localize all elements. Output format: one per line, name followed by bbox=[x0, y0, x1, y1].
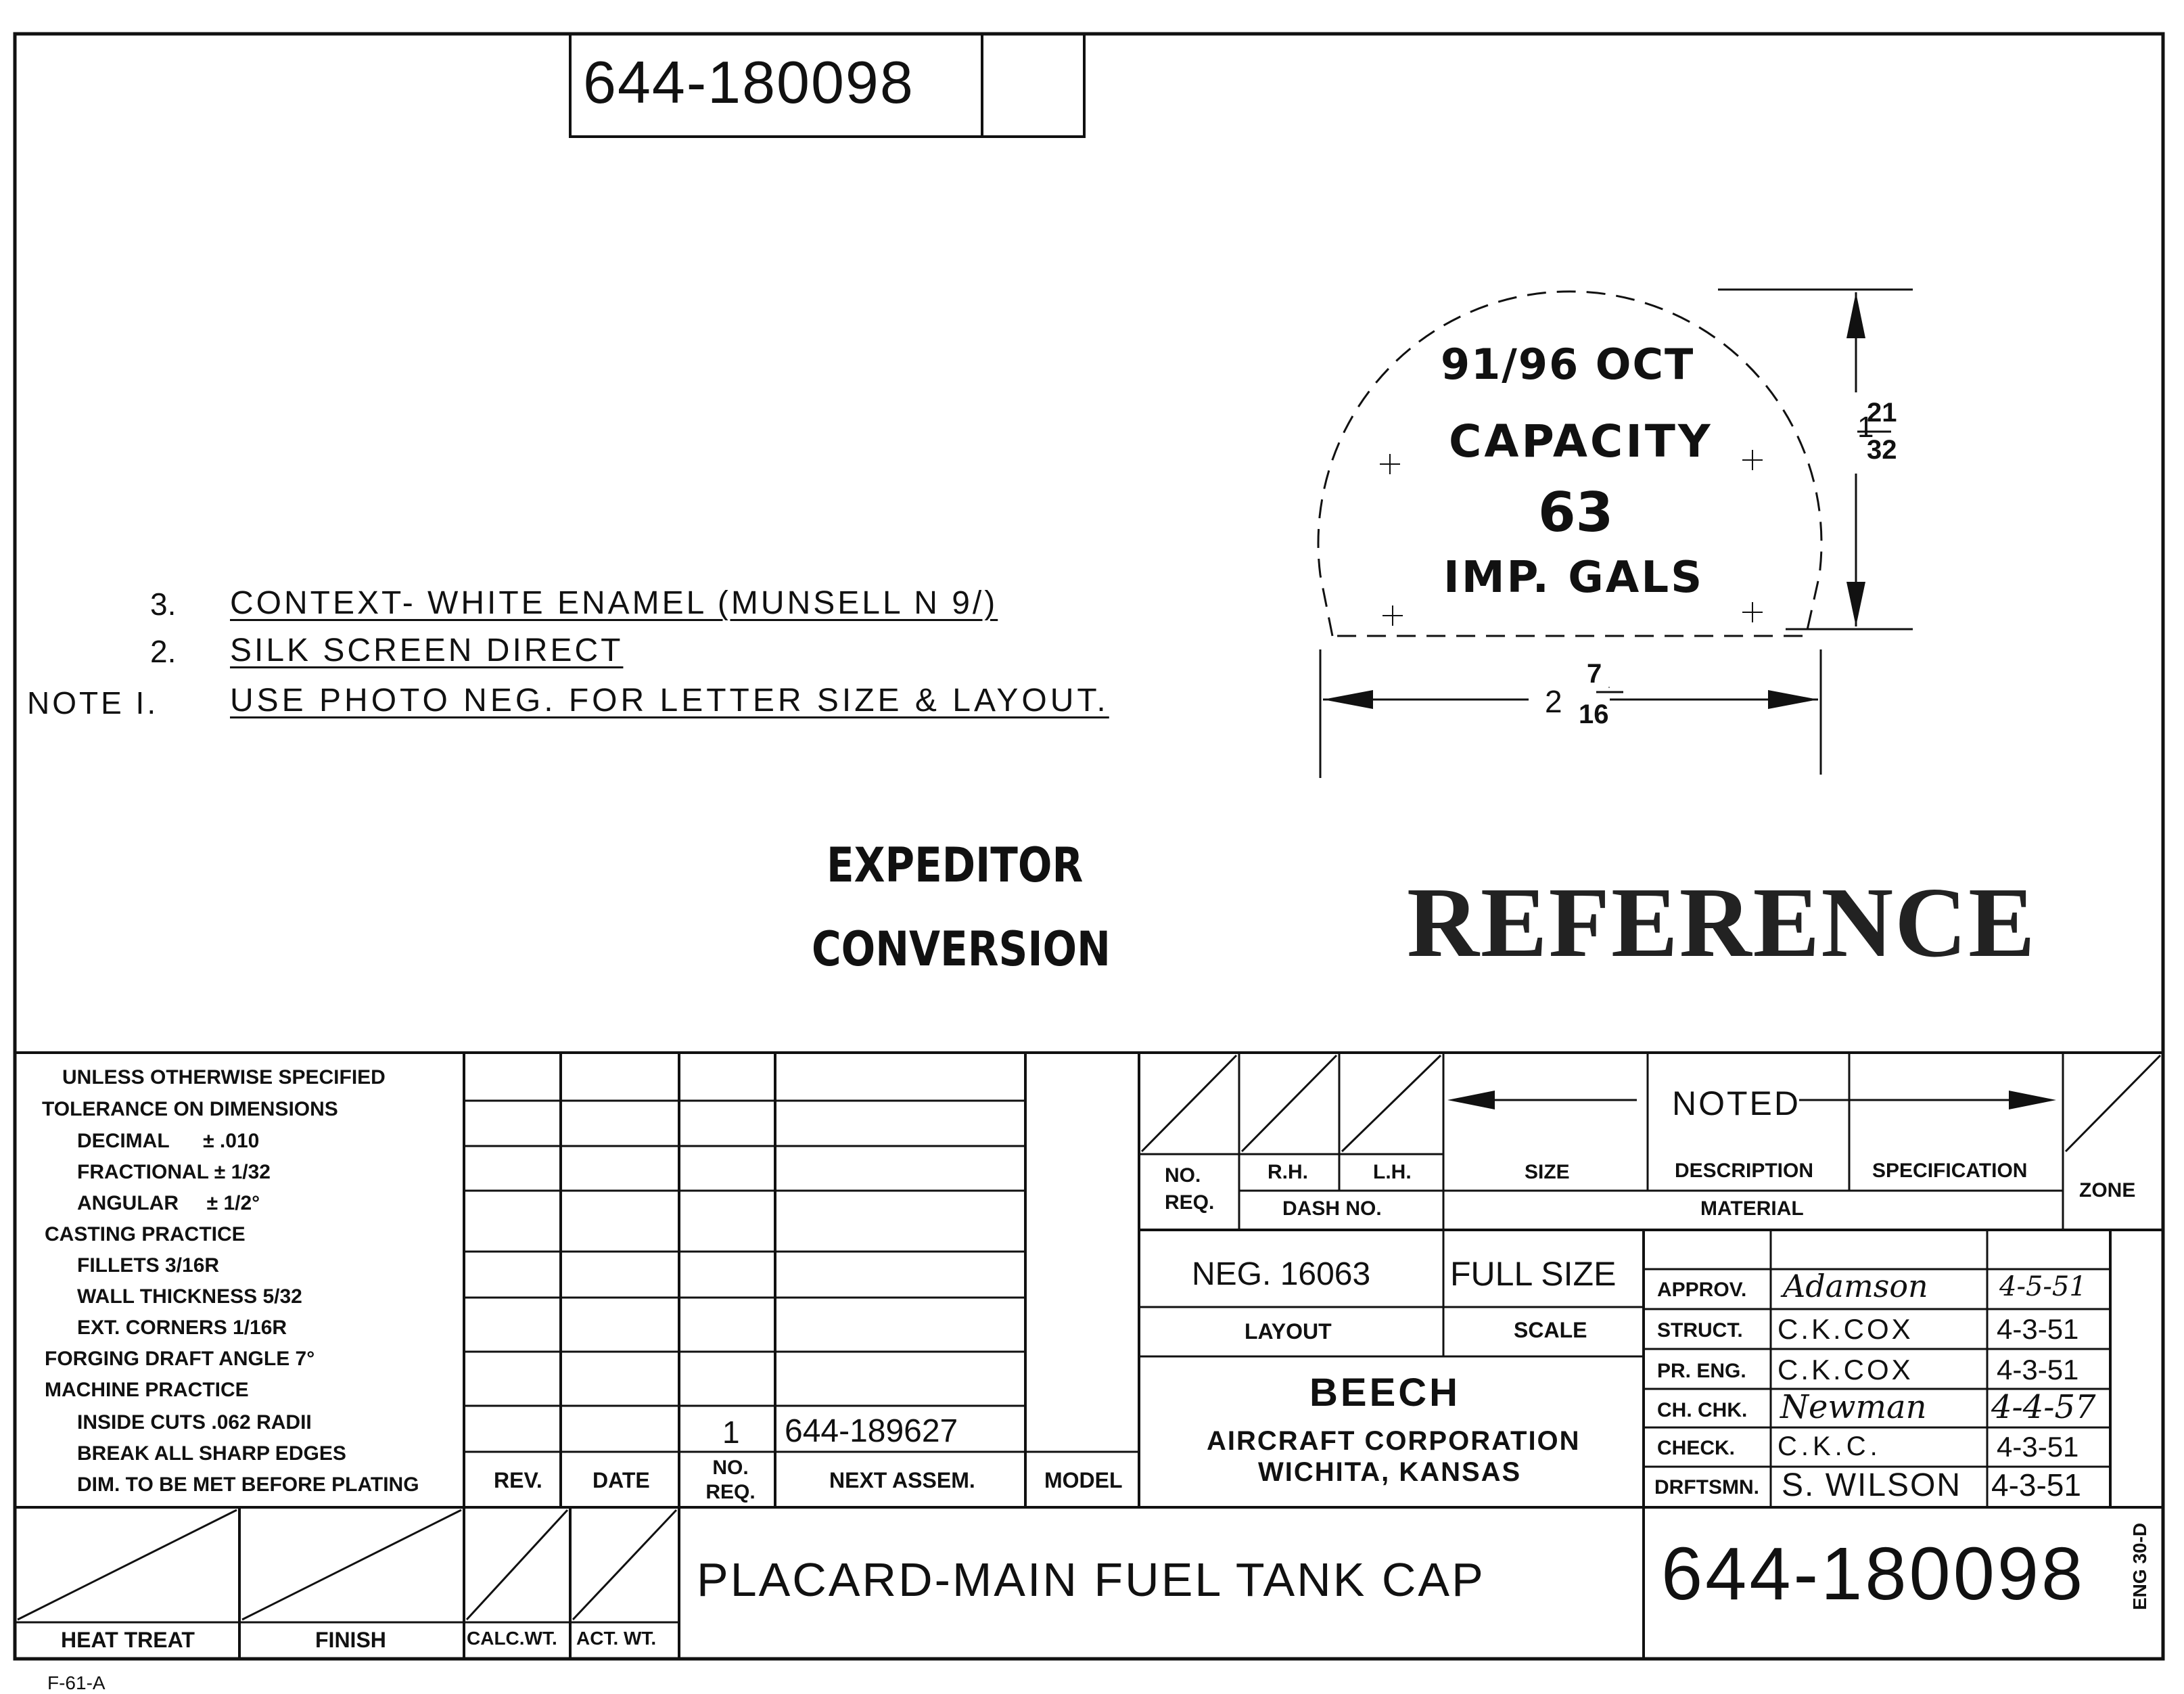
tolerance-line: MACHINE PRACTICE bbox=[45, 1379, 249, 1401]
reference-stamp: REFERENCE bbox=[1407, 867, 2037, 978]
next-assem-qty: 1 bbox=[722, 1415, 740, 1450]
tolerance-line: ANGULAR ± 1/2° bbox=[77, 1192, 260, 1214]
tolerance-line: INSIDE CUTS .062 RADII bbox=[77, 1411, 312, 1434]
margin-code: ENG 30-D bbox=[2129, 1522, 2150, 1610]
scale-label: SCALE bbox=[1514, 1318, 1587, 1342]
width-dim-numerator: 7 bbox=[1587, 659, 1602, 689]
tolerance-line: EXT. CORNERS 1/16R bbox=[77, 1317, 287, 1339]
note-3-text: CONTEXT- WHITE ENAMEL (MUNSELL N 9/) bbox=[230, 585, 998, 621]
project-line-2: CONVERSION bbox=[812, 921, 1111, 977]
approval-name: C.K.COX bbox=[1778, 1313, 1913, 1345]
finish-label: FINISH bbox=[315, 1628, 386, 1652]
material-label: MATERIAL bbox=[1700, 1197, 1804, 1220]
approval-role: APPROV. bbox=[1657, 1279, 1747, 1301]
company-line-2: AIRCRAFT CORPORATION bbox=[1207, 1426, 1581, 1456]
placard-capacity: CAPACITY bbox=[1449, 415, 1713, 467]
rh-label: R.H. bbox=[1268, 1161, 1308, 1183]
act-wt-label: ACT. WT. bbox=[576, 1628, 657, 1649]
note-3-number: 3. bbox=[150, 587, 177, 622]
approval-name: C.K.COX bbox=[1778, 1354, 1913, 1386]
lh-label: L.H. bbox=[1373, 1161, 1412, 1183]
placard-volume: 63 bbox=[1538, 481, 1614, 544]
tolerance-line: WALL THICKNESS 5/32 bbox=[77, 1285, 302, 1308]
approval-date: 4-3-51 bbox=[1997, 1431, 2079, 1463]
height-dim-numerator: 21 bbox=[1867, 398, 1897, 428]
placard-octane: 91/96 OCT bbox=[1441, 340, 1695, 389]
drawing-number: 644-180098 bbox=[1661, 1532, 2086, 1616]
specification-label: SPECIFICATION bbox=[1872, 1160, 2028, 1182]
date-label: DATE bbox=[593, 1468, 650, 1492]
approval-date: 4-3-51 bbox=[1997, 1354, 2079, 1386]
tolerance-line: CASTING PRACTICE bbox=[45, 1223, 246, 1245]
company-line-3: WICHITA, KANSAS bbox=[1258, 1457, 1522, 1487]
tolerance-line: BREAK ALL SHARP EDGES bbox=[77, 1442, 346, 1465]
tolerance-line: TOLERANCE ON DIMENSIONS bbox=[42, 1098, 338, 1120]
company-name: BEECH bbox=[1309, 1371, 1461, 1415]
height-dim-whole: 1 bbox=[1857, 411, 1874, 444]
approval-date: 4-5-51 bbox=[1999, 1271, 2087, 1302]
approval-role: CH. CHK. bbox=[1657, 1399, 1748, 1421]
tolerance-line: FILLETS 3/16R bbox=[77, 1254, 220, 1277]
width-dim-denominator: 16 bbox=[1579, 700, 1609, 729]
approval-name: Adamson bbox=[1783, 1268, 1928, 1304]
rev-label: REV. bbox=[494, 1468, 542, 1492]
tolerance-line: DECIMAL ± .010 bbox=[77, 1130, 260, 1152]
width-dim-whole: 2 bbox=[1545, 684, 1562, 719]
approval-date: 4-3-51 bbox=[1991, 1467, 2081, 1503]
size-label: SIZE bbox=[1525, 1161, 1570, 1183]
next-assem-part: 644-189627 bbox=[785, 1413, 958, 1449]
tolerance-line: DIM. TO BE MET BEFORE PLATING bbox=[77, 1473, 419, 1496]
top-drawing-number: 644-180098 bbox=[583, 49, 914, 116]
approval-role: PR. ENG. bbox=[1657, 1360, 1746, 1382]
approval-date: 4-3-51 bbox=[1997, 1313, 2079, 1345]
approval-name: S. WILSON bbox=[1782, 1467, 1962, 1503]
next-assem-label: NEXT ASSEM. bbox=[829, 1468, 975, 1492]
calc-wt-label: CALC.WT. bbox=[467, 1628, 557, 1649]
tolerance-line: FORGING DRAFT ANGLE 7° bbox=[45, 1348, 315, 1370]
description-label: DESCRIPTION bbox=[1675, 1160, 1814, 1182]
layout-label: LAYOUT bbox=[1245, 1319, 1332, 1344]
note-2-number: 2. bbox=[150, 634, 177, 669]
heat-treat-label: HEAT TREAT bbox=[61, 1628, 195, 1652]
assembly-no-req-label: NO. REQ. bbox=[705, 1457, 756, 1503]
scale-value: FULL SIZE bbox=[1450, 1255, 1617, 1293]
note-2-text: SILK SCREEN DIRECT bbox=[230, 633, 624, 668]
approval-name: Newman bbox=[1780, 1388, 1927, 1426]
note-1-text: USE PHOTO NEG. FOR LETTER SIZE & LAYOUT. bbox=[230, 683, 1109, 718]
noted-label: NOTED bbox=[1672, 1084, 1800, 1122]
approval-role: DRFTSMN. bbox=[1654, 1476, 1759, 1498]
zone-label: ZONE bbox=[2079, 1179, 2136, 1201]
material-no-req-label: NO. REQ. bbox=[1165, 1164, 1215, 1214]
form-code: F-61-A bbox=[47, 1672, 106, 1693]
height-dim-denominator: 32 bbox=[1867, 435, 1897, 465]
approval-role: CHECK. bbox=[1657, 1437, 1736, 1459]
project-line-1: EXPEDITOR bbox=[827, 838, 1084, 893]
dash-no-label: DASH NO. bbox=[1282, 1197, 1382, 1220]
approval-name: C.K.C. bbox=[1778, 1432, 1882, 1461]
tolerance-line: UNLESS OTHERWISE SPECIFIED bbox=[62, 1066, 386, 1089]
approval-role: STRUCT. bbox=[1657, 1319, 1743, 1342]
model-label: MODEL bbox=[1044, 1468, 1123, 1492]
note-1-number: NOTE I. bbox=[27, 685, 159, 720]
tolerance-line: FRACTIONAL ± 1/32 bbox=[77, 1161, 271, 1183]
placard-units: IMP. GALS bbox=[1443, 553, 1704, 603]
drawing-title: PLACARD-MAIN FUEL TANK CAP bbox=[697, 1553, 1485, 1606]
layout-value: NEG. 16063 bbox=[1192, 1256, 1371, 1292]
approval-date: 4-4-57 bbox=[1991, 1388, 2096, 1426]
